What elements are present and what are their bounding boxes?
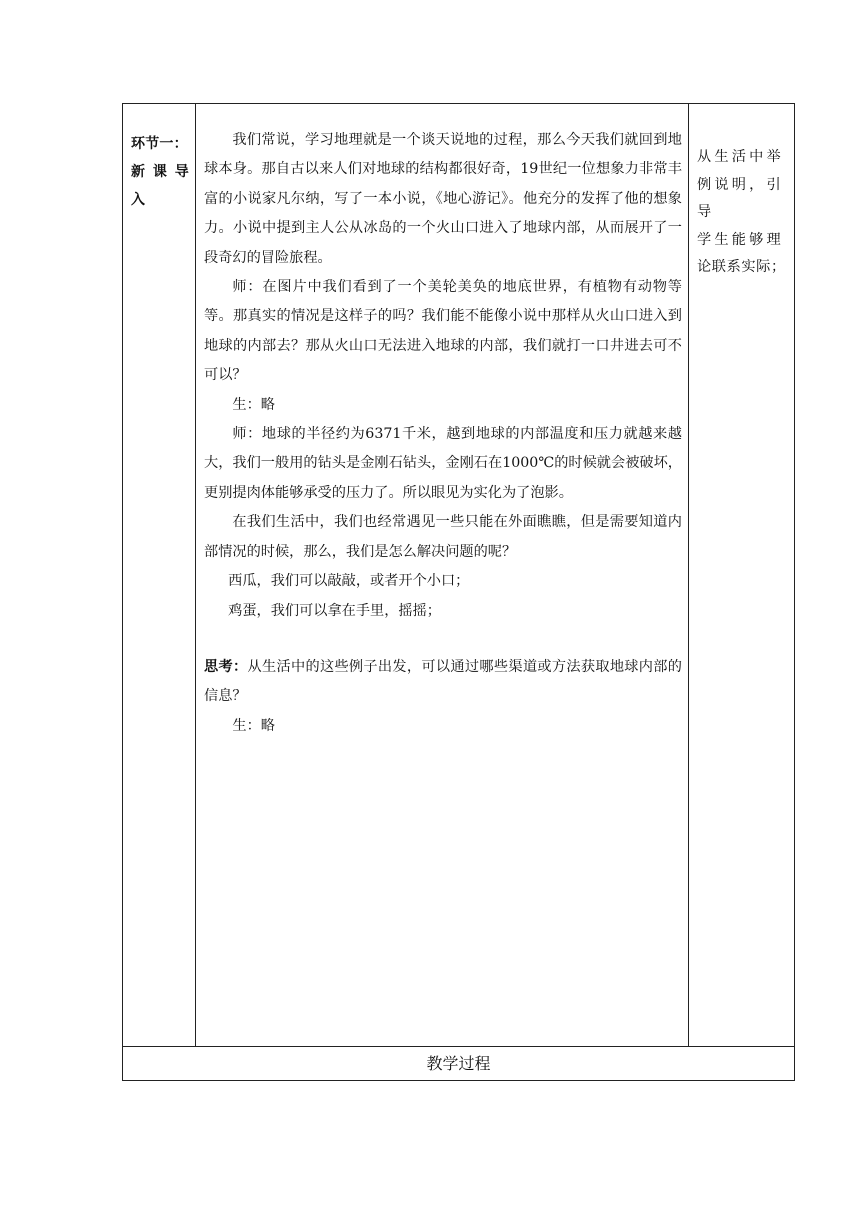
design-note-cell [689, 104, 795, 1047]
think-text: 从生活中的这些例子出发，可以通过哪些渠道或方法获取地球内部的信息？ [204, 658, 682, 705]
note-line-4: 论联系实际； [697, 259, 786, 275]
stage-label-line-2: 新 课 导 [131, 164, 189, 180]
egg-example: 鸡蛋，我们可以拿在手里，摇摇； [228, 602, 441, 619]
stage-cell [123, 104, 196, 1047]
think-label: 思考： [204, 658, 248, 675]
lesson-row [123, 104, 795, 1047]
stage-label-line-1: 环节一： [131, 136, 188, 152]
watermelon-example: 西瓜，我们可以敲敲，或者开个小口； [228, 573, 470, 590]
lesson-plan-table [122, 103, 795, 1081]
intro-paragraph: 我们常说，学习地理就是一个谈天说地的过程，那么今天我们就回到地球本身。那自古以来人们对地球的结构都很好奇，19世纪一位想象力非常丰富的小说家凡尔纳，写了一本小说，《地心游记》。他充分的发挥了他的想象力。小说中提到主人公从冰岛的一个火山口进入了地球内部，从而展开了一段奇幻的冒险旅程。 [204, 132, 682, 266]
note-line-2: 例说明，引导 [697, 176, 784, 220]
stage-label-line-3: 入 [131, 192, 146, 208]
teaching-process-heading: 教学过程 [123, 1047, 795, 1081]
daily-life-paragraph: 在我们生活中，我们也经常遇见一些只能在外面瞧瞧，但是需要知道内部情况的时候，那么，我们是怎么解决问题的呢？ [204, 514, 682, 560]
content-cell [196, 104, 689, 1047]
section-header-row [123, 1047, 795, 1081]
teacher-explanation-paragraph: 师：地球的半径约为6371千米，越到地球的内部温度和压力就越来越大，我们一般用的钻头是金刚石钻头，金刚石在1000℃的时候就会被破坏，更别提肉体能够承受的压力了。所以眼见为实化为了泡影。 [204, 426, 682, 501]
note-line-3: 学生能够理 [697, 231, 784, 248]
note-line-1: 从生活中举 [697, 149, 784, 165]
think-question [204, 653, 682, 712]
student-response-1: 生：略 [232, 396, 275, 413]
teacher-question-paragraph: 师：在图片中我们看到了一个美轮美奂的地底世界，有植物有动物等等。那真实的情况是这样子的吗？我们能不能像小说中那样从火山口进入到地球的内部去？那从火山口无法进入地球的内部，我们就打一口井进去可不可以？ [204, 279, 682, 384]
student-response-2: 生：略 [232, 717, 275, 734]
